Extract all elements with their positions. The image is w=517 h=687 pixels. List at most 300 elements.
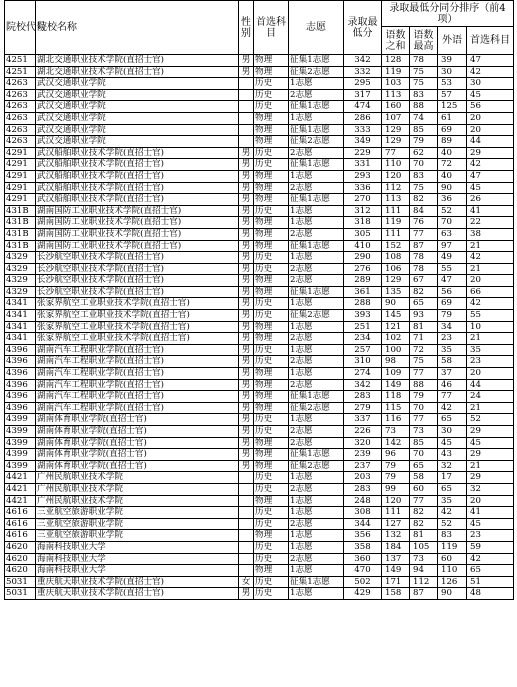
cell-wish: 2志愿 <box>289 147 344 159</box>
cell-wish: 2志愿 <box>289 228 344 240</box>
cell-gender: 男 <box>239 321 254 333</box>
cell-first-subject-score: 32 <box>467 483 514 495</box>
cell-school-name: 三亚航空旅游职业学院 <box>36 507 239 519</box>
table-row <box>5 217 514 229</box>
cell-chinese-math-sum: 127 <box>382 518 410 530</box>
cell-gender: 男 <box>239 333 254 345</box>
table-row <box>5 483 514 495</box>
cell-chinese-math-max: 77 <box>410 228 438 240</box>
cell-first-subject-score: 24 <box>467 391 514 403</box>
cell-min-score: 239 <box>344 449 382 461</box>
cell-chinese-math-sum: 120 <box>382 170 410 182</box>
cell-min-score: 342 <box>344 379 382 391</box>
cell-chinese-math-max: 76 <box>410 217 438 229</box>
cell-school-name: 湖南汽车工程职业学院(直招士官) <box>36 344 239 356</box>
cell-wish: 征集1志愿 <box>289 286 344 298</box>
cell-wish: 征集1志愿 <box>289 391 344 403</box>
cell-foreign-language: 63 <box>438 228 467 240</box>
cell-school-code: 4399 <box>5 449 36 461</box>
cell-foreign-language: 30 <box>438 426 467 438</box>
cell-chinese-math-sum: 73 <box>382 426 410 438</box>
table-row <box>5 321 514 333</box>
table-row <box>5 449 514 461</box>
cell-first-subject-score: 21 <box>467 402 514 414</box>
cell-foreign-language: 90 <box>438 588 467 600</box>
cell-wish: 2志愿 <box>289 89 344 101</box>
cell-first-subject: 物理 <box>254 379 289 391</box>
cell-wish: 征集1志愿 <box>289 55 344 67</box>
cell-min-score: 286 <box>344 112 382 124</box>
cell-min-score: 470 <box>344 565 382 577</box>
cell-chinese-math-sum: 90 <box>382 298 410 310</box>
table-row <box>5 553 514 565</box>
cell-min-score: 337 <box>344 414 382 426</box>
cell-school-name: 湖南体育职业学院(直招士官) <box>36 460 239 472</box>
cell-chinese-math-sum: 96 <box>382 449 410 461</box>
cell-chinese-math-sum: 149 <box>382 379 410 391</box>
cell-wish: 1志愿 <box>289 565 344 577</box>
cell-school-code: 4399 <box>5 426 36 438</box>
table-row <box>5 391 514 403</box>
cell-gender: 女 <box>239 576 254 588</box>
cell-min-score: 356 <box>344 530 382 542</box>
cell-chinese-math-max: 81 <box>410 530 438 542</box>
cell-chinese-math-sum: 79 <box>382 460 410 472</box>
table-row <box>5 507 514 519</box>
cell-school-code: 4421 <box>5 472 36 484</box>
cell-foreign-language: 110 <box>438 565 467 577</box>
header-chinese-math-sum: 语数之和 <box>382 27 410 55</box>
cell-wish: 1志愿 <box>289 344 344 356</box>
cell-foreign-language: 42 <box>438 402 467 414</box>
cell-chinese-math-max: 60 <box>410 483 438 495</box>
cell-school-name: 武汉交通职业学院 <box>36 78 239 90</box>
cell-wish: 1志愿 <box>289 414 344 426</box>
cell-wish: 征集1志愿 <box>289 449 344 461</box>
cell-gender <box>239 89 254 101</box>
cell-min-score: 276 <box>344 263 382 275</box>
cell-wish: 2志愿 <box>289 356 344 368</box>
header-first-subject: 首选科目 <box>467 27 514 55</box>
cell-chinese-math-max: 65 <box>410 460 438 472</box>
cell-school-code: 4399 <box>5 460 36 472</box>
cell-first-subject: 历史 <box>254 414 289 426</box>
cell-school-code: 4291 <box>5 194 36 206</box>
cell-school-name: 武汉交通职业学院 <box>36 136 239 148</box>
cell-chinese-math-sum: 137 <box>382 553 410 565</box>
cell-chinese-math-max: 81 <box>410 321 438 333</box>
cell-min-score: 358 <box>344 541 382 553</box>
cell-chinese-math-max: 87 <box>410 588 438 600</box>
cell-first-subject: 历史 <box>254 298 289 310</box>
cell-first-subject-score: 42 <box>467 252 514 264</box>
cell-first-subject: 物理 <box>254 437 289 449</box>
cell-gender: 男 <box>239 391 254 403</box>
cell-first-subject-score: 29 <box>467 147 514 159</box>
cell-first-subject: 物理 <box>254 55 289 67</box>
cell-school-name: 广州民航职业技术学院 <box>36 495 239 507</box>
cell-school-code: 4263 <box>5 136 36 148</box>
cell-chinese-math-max: 88 <box>410 101 438 113</box>
cell-chinese-math-max: 78 <box>410 252 438 264</box>
cell-first-subject: 物理 <box>254 286 289 298</box>
cell-min-score: 290 <box>344 252 382 264</box>
cell-gender: 男 <box>239 310 254 322</box>
cell-first-subject-score: 21 <box>467 333 514 345</box>
cell-gender: 男 <box>239 356 254 368</box>
cell-chinese-math-max: 70 <box>410 449 438 461</box>
cell-school-code: 4620 <box>5 565 36 577</box>
cell-wish: 1志愿 <box>289 321 344 333</box>
cell-foreign-language: 77 <box>438 391 467 403</box>
cell-first-subject-score: 45 <box>467 89 514 101</box>
cell-first-subject-score: 59 <box>467 541 514 553</box>
cell-first-subject: 历史 <box>254 541 289 553</box>
cell-first-subject-score: 20 <box>467 368 514 380</box>
cell-min-score: 317 <box>344 89 382 101</box>
cell-foreign-language: 35 <box>438 344 467 356</box>
cell-first-subject: 历史 <box>254 576 289 588</box>
cell-school-code: 4251 <box>5 66 36 78</box>
cell-foreign-language: 65 <box>438 414 467 426</box>
cell-wish: 1志愿 <box>289 541 344 553</box>
cell-gender <box>239 565 254 577</box>
admission-score-table <box>4 0 514 600</box>
cell-min-score: 360 <box>344 553 382 565</box>
cell-first-subject-score: 52 <box>467 414 514 426</box>
cell-foreign-language: 43 <box>438 449 467 461</box>
cell-min-score: 226 <box>344 426 382 438</box>
cell-school-name: 武汉船舶职业技术学院(直招士官) <box>36 194 239 206</box>
table-row <box>5 310 514 322</box>
cell-min-score: 474 <box>344 101 382 113</box>
cell-chinese-math-max: 73 <box>410 553 438 565</box>
cell-first-subject-score: 26 <box>467 194 514 206</box>
cell-chinese-math-max: 77 <box>410 414 438 426</box>
cell-wish: 2志愿 <box>289 437 344 449</box>
cell-school-code: 4291 <box>5 182 36 194</box>
cell-min-score: 234 <box>344 333 382 345</box>
cell-first-subject-score: 29 <box>467 472 514 484</box>
cell-foreign-language: 49 <box>438 252 467 264</box>
cell-chinese-math-sum: 119 <box>382 66 410 78</box>
cell-wish: 征集2志愿 <box>289 66 344 78</box>
cell-school-name: 湖南国防工业职业技术学院(直招士官) <box>36 205 239 217</box>
cell-chinese-math-max: 87 <box>410 240 438 252</box>
cell-chinese-math-max: 75 <box>410 182 438 194</box>
cell-chinese-math-sum: 103 <box>382 78 410 90</box>
cell-school-code: 4396 <box>5 356 36 368</box>
header-foreign-language: 外语 <box>438 27 467 55</box>
table-row <box>5 124 514 136</box>
cell-wish: 2志愿 <box>289 182 344 194</box>
cell-chinese-math-sum: 129 <box>382 124 410 136</box>
cell-first-subject-score: 44 <box>467 379 514 391</box>
cell-school-name: 湖南国防工业职业技术学院(直招士官) <box>36 240 239 252</box>
cell-first-subject-score: 29 <box>467 426 514 438</box>
cell-min-score: 248 <box>344 495 382 507</box>
cell-first-subject-score: 45 <box>467 182 514 194</box>
cell-first-subject-score: 42 <box>467 66 514 78</box>
cell-chinese-math-max: 82 <box>410 286 438 298</box>
cell-chinese-math-sum: 111 <box>382 205 410 217</box>
header-wish: 志愿 <box>289 1 344 55</box>
cell-chinese-math-max: 77 <box>410 495 438 507</box>
table-row <box>5 182 514 194</box>
cell-school-code: 431B <box>5 240 36 252</box>
cell-first-subject-score: 20 <box>467 112 514 124</box>
cell-gender: 男 <box>239 147 254 159</box>
cell-foreign-language: 60 <box>438 553 467 565</box>
cell-first-subject-score: 21 <box>467 240 514 252</box>
cell-min-score: 237 <box>344 460 382 472</box>
cell-gender: 男 <box>239 228 254 240</box>
cell-foreign-language: 61 <box>438 112 467 124</box>
cell-chinese-math-max: 82 <box>410 518 438 530</box>
cell-chinese-math-sum: 111 <box>382 228 410 240</box>
cell-wish: 1志愿 <box>289 507 344 519</box>
cell-gender: 男 <box>239 449 254 461</box>
cell-min-score: 333 <box>344 124 382 136</box>
cell-wish: 征集1志愿 <box>289 240 344 252</box>
cell-first-subject: 历史 <box>254 356 289 368</box>
cell-wish: 1志愿 <box>289 252 344 264</box>
cell-first-subject-score: 35 <box>467 344 514 356</box>
cell-gender <box>239 507 254 519</box>
cell-first-subject-score: 48 <box>467 588 514 600</box>
cell-gender <box>239 78 254 90</box>
cell-chinese-math-sum: 110 <box>382 159 410 171</box>
admission-score-page <box>4 0 513 600</box>
cell-gender <box>239 472 254 484</box>
cell-first-subject: 历史 <box>254 553 289 565</box>
cell-min-score: 283 <box>344 391 382 403</box>
cell-first-subject: 历史 <box>254 310 289 322</box>
cell-gender <box>239 495 254 507</box>
table-row <box>5 252 514 264</box>
cell-school-name: 湖北交通职业技术学院(直招士官) <box>36 66 239 78</box>
cell-wish: 征集1志愿 <box>289 194 344 206</box>
cell-foreign-language: 17 <box>438 472 467 484</box>
cell-chinese-math-sum: 99 <box>382 483 410 495</box>
cell-chinese-math-max: 85 <box>410 124 438 136</box>
cell-gender: 男 <box>239 182 254 194</box>
cell-min-score: 429 <box>344 588 382 600</box>
cell-first-subject: 物理 <box>254 66 289 78</box>
cell-first-subject-score: 10 <box>467 321 514 333</box>
table-row <box>5 426 514 438</box>
cell-school-name: 湖南汽车工程职业学院(直招士官) <box>36 356 239 368</box>
cell-chinese-math-sum: 149 <box>382 565 410 577</box>
cell-foreign-language: 52 <box>438 205 467 217</box>
cell-first-subject: 历史 <box>254 588 289 600</box>
cell-min-score: 229 <box>344 147 382 159</box>
cell-school-code: 4341 <box>5 321 36 333</box>
cell-wish: 2志愿 <box>289 275 344 287</box>
cell-school-code: 4616 <box>5 507 36 519</box>
cell-gender: 男 <box>239 240 254 252</box>
cell-school-name: 长沙航空职业技术学院(直招士官) <box>36 263 239 275</box>
cell-first-subject: 物理 <box>254 194 289 206</box>
cell-foreign-language: 89 <box>438 136 467 148</box>
table-row <box>5 588 514 600</box>
cell-first-subject-score: 23 <box>467 530 514 542</box>
cell-gender <box>239 136 254 148</box>
cell-school-name: 武汉交通职业学院 <box>36 101 239 113</box>
cell-foreign-language: 36 <box>438 194 467 206</box>
cell-school-code: 4263 <box>5 112 36 124</box>
cell-first-subject-score: 20 <box>467 124 514 136</box>
cell-chinese-math-sum: 113 <box>382 194 410 206</box>
cell-school-name: 海南科技职业大学 <box>36 565 239 577</box>
cell-first-subject-score: 66 <box>467 286 514 298</box>
cell-chinese-math-sum: 120 <box>382 495 410 507</box>
cell-chinese-math-max: 71 <box>410 333 438 345</box>
cell-min-score: 288 <box>344 298 382 310</box>
cell-foreign-language: 53 <box>438 78 467 90</box>
cell-gender <box>239 518 254 530</box>
cell-wish: 1志愿 <box>289 368 344 380</box>
cell-min-score: 320 <box>344 437 382 449</box>
cell-school-code: 4616 <box>5 518 36 530</box>
cell-min-score: 274 <box>344 368 382 380</box>
cell-first-subject-score: 44 <box>467 136 514 148</box>
cell-first-subject-score: 65 <box>467 565 514 577</box>
header-min-score: 录取最低分 <box>344 1 382 55</box>
cell-gender <box>239 483 254 495</box>
cell-school-code: 4341 <box>5 298 36 310</box>
cell-foreign-language: 46 <box>438 379 467 391</box>
table-row <box>5 472 514 484</box>
cell-wish: 1志愿 <box>289 217 344 229</box>
cell-chinese-math-sum: 118 <box>382 391 410 403</box>
cell-school-code: 4399 <box>5 414 36 426</box>
cell-gender: 男 <box>239 368 254 380</box>
cell-foreign-language: 125 <box>438 101 467 113</box>
cell-chinese-math-sum: 109 <box>382 368 410 380</box>
cell-chinese-math-sum: 116 <box>382 414 410 426</box>
cell-first-subject: 历史 <box>254 518 289 530</box>
table-row <box>5 263 514 275</box>
cell-school-code: 4263 <box>5 78 36 90</box>
cell-wish: 2志愿 <box>289 483 344 495</box>
cell-chinese-math-max: 82 <box>410 507 438 519</box>
cell-chinese-math-max: 75 <box>410 66 438 78</box>
cell-chinese-math-max: 65 <box>410 298 438 310</box>
table-row <box>5 437 514 449</box>
cell-first-subject: 物理 <box>254 530 289 542</box>
cell-school-name: 湖南汽车工程职业学院(直招士官) <box>36 379 239 391</box>
cell-gender: 男 <box>239 437 254 449</box>
cell-first-subject: 物理 <box>254 495 289 507</box>
cell-school-code: 4291 <box>5 147 36 159</box>
cell-chinese-math-max: 70 <box>410 402 438 414</box>
cell-school-code: 4341 <box>5 310 36 322</box>
cell-first-subject-score: 51 <box>467 576 514 588</box>
cell-school-name: 海南科技职业大学 <box>36 553 239 565</box>
cell-first-subject: 历史 <box>254 89 289 101</box>
cell-first-subject: 历史 <box>254 101 289 113</box>
cell-min-score: 283 <box>344 483 382 495</box>
cell-gender <box>239 124 254 136</box>
cell-first-subject: 物理 <box>254 136 289 148</box>
cell-chinese-math-sum: 106 <box>382 263 410 275</box>
cell-foreign-language: 65 <box>438 483 467 495</box>
cell-school-name: 湖北交通职业技术学院(直招士官) <box>36 55 239 67</box>
table-row <box>5 565 514 577</box>
cell-first-subject: 物理 <box>254 228 289 240</box>
cell-min-score: 312 <box>344 205 382 217</box>
cell-school-name: 湖南体育职业学院(直招士官) <box>36 437 239 449</box>
cell-first-subject-score: 56 <box>467 101 514 113</box>
cell-gender <box>239 541 254 553</box>
cell-min-score: 257 <box>344 344 382 356</box>
cell-gender <box>239 530 254 542</box>
cell-wish: 征集1志愿 <box>289 576 344 588</box>
cell-foreign-language: 58 <box>438 356 467 368</box>
cell-first-subject: 物理 <box>254 170 289 182</box>
cell-foreign-language: 55 <box>438 263 467 275</box>
cell-first-subject: 历史 <box>254 205 289 217</box>
cell-foreign-language: 72 <box>438 159 467 171</box>
cell-chinese-math-max: 84 <box>410 205 438 217</box>
cell-foreign-language: 47 <box>438 275 467 287</box>
table-row <box>5 576 514 588</box>
cell-chinese-math-max: 88 <box>410 379 438 391</box>
table-row <box>5 228 514 240</box>
cell-chinese-math-sum: 158 <box>382 588 410 600</box>
cell-foreign-language: 79 <box>438 310 467 322</box>
header-name: 院校名称 <box>36 1 239 55</box>
cell-first-subject-score: 20 <box>467 275 514 287</box>
cell-min-score: 332 <box>344 66 382 78</box>
cell-gender: 男 <box>239 402 254 414</box>
cell-chinese-math-sum: 135 <box>382 286 410 298</box>
header-code: 院校代号 <box>5 1 36 55</box>
cell-school-name: 湖南国防工业职业技术学院(直招士官) <box>36 217 239 229</box>
cell-chinese-math-max: 112 <box>410 576 438 588</box>
cell-chinese-math-max: 75 <box>410 356 438 368</box>
cell-first-subject-score: 20 <box>467 495 514 507</box>
cell-first-subject: 物理 <box>254 182 289 194</box>
cell-first-subject: 物理 <box>254 321 289 333</box>
cell-chinese-math-sum: 184 <box>382 541 410 553</box>
cell-wish: 2志愿 <box>289 379 344 391</box>
cell-gender: 男 <box>239 66 254 78</box>
cell-wish: 1志愿 <box>289 205 344 217</box>
cell-first-subject: 历史 <box>254 263 289 275</box>
cell-first-subject-score: 42 <box>467 553 514 565</box>
cell-school-code: 4291 <box>5 170 36 182</box>
cell-first-subject-score: 41 <box>467 205 514 217</box>
cell-wish: 1志愿 <box>289 298 344 310</box>
cell-first-subject-score: 47 <box>467 55 514 67</box>
cell-first-subject: 历史 <box>254 344 289 356</box>
cell-foreign-language: 23 <box>438 333 467 345</box>
cell-first-subject: 物理 <box>254 217 289 229</box>
table-body <box>5 55 514 600</box>
header-gender: 性别 <box>239 1 254 55</box>
table-row <box>5 368 514 380</box>
cell-chinese-math-sum: 142 <box>382 437 410 449</box>
table-row <box>5 495 514 507</box>
cell-foreign-language: 35 <box>438 495 467 507</box>
cell-school-code: 4251 <box>5 55 36 67</box>
cell-wish: 2志愿 <box>289 518 344 530</box>
cell-first-subject: 物理 <box>254 565 289 577</box>
cell-first-subject: 历史 <box>254 78 289 90</box>
cell-chinese-math-sum: 129 <box>382 136 410 148</box>
